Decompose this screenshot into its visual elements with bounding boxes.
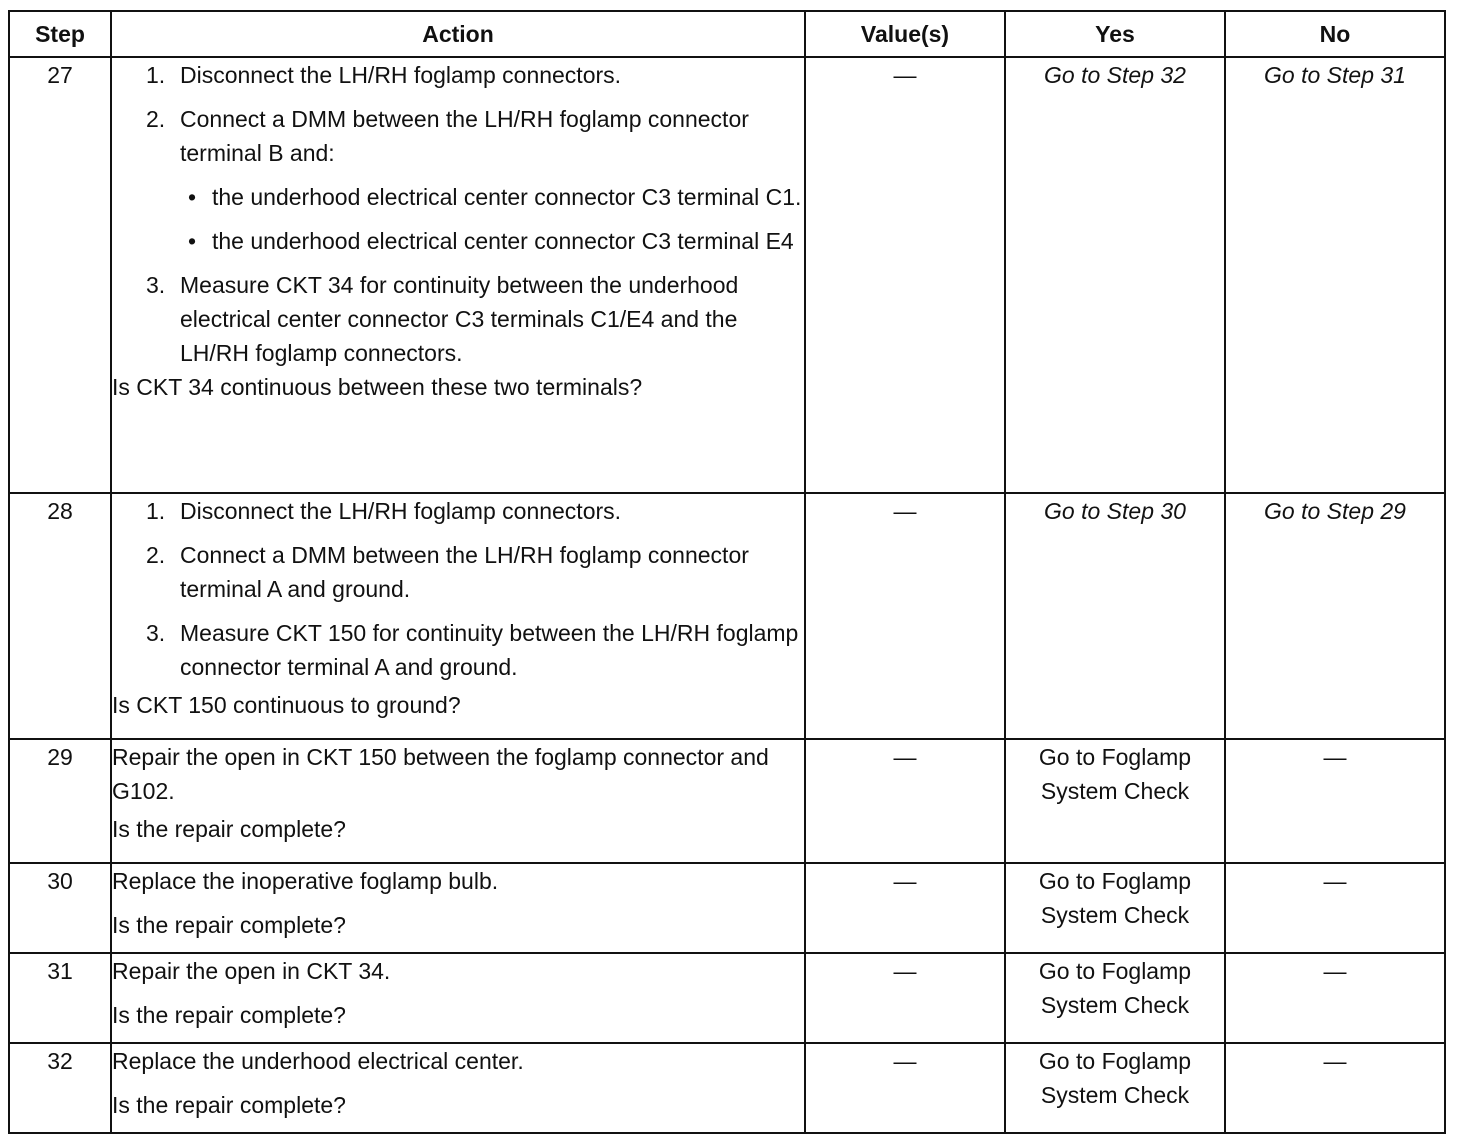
no-cell: Go to Step 29 (1225, 493, 1445, 739)
step-index: 3. (146, 272, 166, 298)
yes-cell (1005, 1043, 1225, 1133)
table-row (9, 1043, 1445, 1133)
step-number: 28 (9, 493, 111, 739)
bullet-item: • the underhood electrical center connector C3 terminal E4 (180, 224, 804, 258)
yes-cell: Go to Step 32 (1005, 57, 1225, 493)
header-no: No (1225, 11, 1445, 57)
yes-cell (1005, 739, 1225, 863)
table-row (9, 493, 1445, 739)
bullet-item: • the underhood electrical center connector C3 terminal C1. (180, 180, 804, 214)
step-text: Connect a DMM between the LH/RH foglamp connector terminal A and ground. (180, 542, 749, 602)
yes-cell (1005, 953, 1225, 1043)
action-steps (112, 494, 804, 684)
value-cell: — (805, 953, 1005, 1043)
yes-cell: Go to Step 30 (1005, 493, 1225, 739)
value-cell: — (805, 1043, 1005, 1133)
step-index: 1. (146, 62, 166, 88)
value-cell: — (805, 493, 1005, 739)
table-row (9, 739, 1445, 863)
action-step (112, 102, 804, 258)
header-values: Value(s) (805, 11, 1005, 57)
yes-line: System Check (1040, 1082, 1190, 1108)
step-index: 2. (146, 542, 166, 568)
table-row (9, 863, 1445, 953)
action-cell (111, 953, 805, 1043)
header-row (9, 11, 1445, 57)
action-question: Is the repair complete? (112, 1092, 346, 1118)
yes-line: Go to Foglamp (1038, 744, 1192, 770)
step-index: 1. (146, 498, 166, 524)
action-step (112, 268, 804, 370)
table-row (9, 953, 1445, 1043)
action-question: Is CKT 150 continuous to ground? (112, 692, 461, 718)
action-cell (111, 1043, 805, 1133)
no-cell: — (1225, 863, 1445, 953)
no-cell: — (1225, 953, 1445, 1043)
step-number: 29 (9, 739, 111, 863)
table-row (9, 57, 1445, 493)
step-index: 3. (146, 620, 166, 646)
yes-line: System Check (1040, 992, 1190, 1018)
action-question: Is the repair complete? (112, 816, 346, 842)
header-yes: Yes (1005, 11, 1225, 57)
value-cell: — (805, 57, 1005, 493)
action-step (112, 494, 804, 528)
action-text: Replace the underhood electrical center. (112, 1048, 524, 1074)
action-step (112, 538, 804, 606)
action-cell (111, 739, 805, 863)
yes-line: Go to Foglamp (1038, 958, 1192, 984)
no-cell: Go to Step 31 (1225, 57, 1445, 493)
action-question: Is the repair complete? (112, 912, 346, 938)
yes-line: System Check (1040, 778, 1190, 804)
step-number: 32 (9, 1043, 111, 1133)
step-number: 30 (9, 863, 111, 953)
value-cell: — (805, 863, 1005, 953)
header-action: Action (111, 11, 805, 57)
step-index: 2. (146, 106, 166, 132)
yes-cell (1005, 863, 1225, 953)
action-cell (111, 57, 805, 493)
action-step (112, 58, 804, 92)
action-question: Is the repair complete? (112, 1002, 346, 1028)
step-text: Measure CKT 34 for continuity between the underhood electrical center connector C3 terminals C1/E4 and the LH/RH foglamp connectors. (180, 272, 739, 366)
action-step (112, 616, 804, 684)
step-number: 31 (9, 953, 111, 1043)
bullet-list (180, 180, 804, 258)
action-cell (111, 863, 805, 953)
action-text: Repair the open in CKT 34. (112, 958, 391, 984)
step-number: 27 (9, 57, 111, 493)
no-cell: — (1225, 739, 1445, 863)
step-text: Measure CKT 150 for continuity between the LH/RH foglamp connector terminal A and ground. (180, 620, 799, 680)
step-text: Connect a DMM between the LH/RH foglamp connector terminal B and: (180, 106, 749, 166)
no-cell: — (1225, 1043, 1445, 1133)
action-question: Is CKT 34 continuous between these two terminals? (112, 374, 643, 400)
action-cell (111, 493, 805, 739)
yes-line: Go to Foglamp (1038, 1048, 1192, 1074)
header-step: Step (9, 11, 111, 57)
yes-line: Go to Foglamp (1038, 868, 1192, 894)
yes-line: System Check (1040, 902, 1190, 928)
value-cell: — (805, 739, 1005, 863)
action-steps (112, 58, 804, 370)
action-text: Repair the open in CKT 150 between the foglamp connector and G102. (112, 744, 769, 804)
diagnostic-table (8, 10, 1446, 1134)
step-text: Disconnect the LH/RH foglamp connectors. (180, 62, 622, 88)
action-text: Replace the inoperative foglamp bulb. (112, 868, 499, 894)
step-text: Disconnect the LH/RH foglamp connectors. (180, 498, 622, 524)
